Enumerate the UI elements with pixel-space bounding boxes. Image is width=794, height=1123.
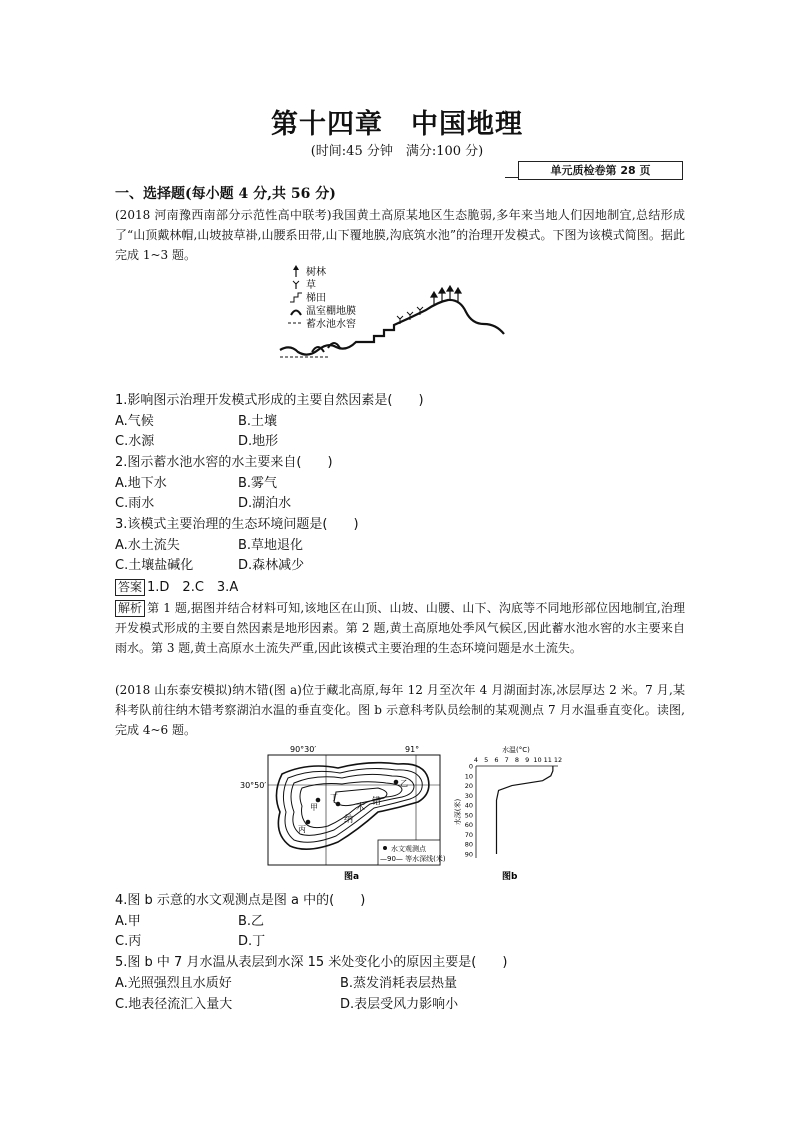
exam-time-info: (时间:45 分钟 满分:100 分) (310, 144, 484, 159)
namco-map-figure (238, 742, 450, 882)
lake-label-cuo: 错 (372, 797, 382, 807)
q4-option-a[interactable]: A.甲 (115, 914, 141, 929)
y-tick-label: 40 (464, 801, 473, 810)
legend-forest-icon (293, 265, 299, 277)
q3-option-a[interactable]: A.水土流失 (115, 538, 180, 553)
y-tick-label: 20 (464, 782, 473, 791)
legend-terrace-label: 梯田 (306, 293, 326, 304)
badge-rule (505, 177, 519, 178)
y-tick-label: 10 (464, 772, 473, 781)
q4-option-c[interactable]: C.丙 (115, 934, 142, 949)
station-ding-label: 丁 (330, 793, 338, 802)
chart-xlabel: 水温(°C) (502, 746, 530, 754)
x-tick-label: 5 (484, 756, 489, 764)
q1-option-b[interactable]: B.土壤 (238, 414, 278, 429)
y-tick-label: 60 (464, 821, 473, 830)
legend-terrace-icon (290, 293, 302, 302)
question-1-stem: 1.影响图示治理开发模式形成的主要自然因素是( ) (115, 393, 424, 408)
passage-1: (2018 河南豫西南部分示范性高中联考)我国黄土高原某地区生态脆弱,多年来当地人们因地制宜,总结形成了“山顶戴林帽,山坡披草褂,山腰系田带,山下覆地膜,沟底筑水池”的治理开发模式。下图为该模式简图。据此完成 1~3 题。 (115, 208, 685, 262)
x-tick-label: 10 (533, 756, 542, 764)
answer-text: 1.D 2.C 3.A (147, 580, 239, 595)
q4-option-d[interactable]: D.丁 (238, 934, 266, 949)
x-tick-label: 8 (514, 756, 520, 764)
question-4-stem: 4.图 b 示意的水文观测点是图 a 中的( ) (115, 893, 366, 908)
q5-option-d[interactable]: D.表层受风力影响小 (340, 997, 459, 1012)
y-tick-label: 70 (464, 830, 473, 839)
x-tick-label: 6 (494, 756, 499, 764)
q4-option-b[interactable]: B.乙 (238, 914, 265, 929)
answer-tag: 答案 (115, 579, 145, 596)
legend-greenhouse-label: 温室棚地膜 (306, 306, 356, 317)
page-badge: 单元质检卷第 28 页 (518, 161, 683, 180)
x-tick-label: 12 (553, 756, 563, 764)
station-yi-label: 乙 (400, 779, 408, 788)
chart-ylabel: 水深(米) (454, 798, 462, 826)
legend-reservoir-label: 蓄水池水窖 (306, 319, 356, 330)
station-bing-dot (306, 820, 311, 825)
legend-contour-label: —90— 等水深线(米) (380, 855, 446, 863)
q3-option-c[interactable]: C.土壤盐碱化 (115, 558, 194, 573)
x-tick-label: 11 (543, 756, 552, 764)
legend-station-label: 水文观测点 (391, 845, 426, 853)
question-3-stem: 3.该模式主要治理的生态环境问题是( ) (115, 517, 359, 532)
lake-label-mu: 木 (356, 803, 366, 813)
station-yi-dot (394, 780, 399, 785)
analysis-block (115, 598, 685, 658)
map-lon-label-1: 90°30′ (290, 745, 317, 754)
x-tick-label: 9 (525, 756, 530, 764)
map-lat-label: 30°50′ (240, 781, 267, 790)
map-lon-label-2: 91° (405, 745, 420, 754)
question-2-stem: 2.图示蓄水池水窖的水主要来自( ) (115, 455, 333, 470)
passage-2: (2018 山东泰安模拟)纳木错(图 a)位于藏北高原,每年 12 月至次年 4 月湖面封冻,冰层厚达 2 米。7 月,某科考队前往纳木错考察湖泊水温的垂直变化。图 b 示意科考队员绘制的某观测点 7 月水温垂直变化。读图,完成 4~6 题。 (115, 683, 685, 737)
q1-option-a[interactable]: A.气候 (115, 414, 154, 429)
figure-a-caption: 图a (344, 872, 360, 882)
y-tick-label: 50 (464, 811, 473, 820)
figure-b-caption: 图b (502, 872, 518, 882)
section-heading: 一、选择题(每小题 4 分,共 56 分) (115, 186, 336, 202)
station-bing-label: 丙 (298, 825, 306, 834)
temperature-series-line (497, 766, 553, 854)
page-title: 第十四章 中国地理 (271, 109, 523, 140)
question-5-stem: 5.图 b 中 7 月水温从表层到水深 15 米处变化小的原因主要是( ) (115, 955, 508, 970)
chart-xticks (474, 756, 562, 764)
legend-forest-label: 树林 (306, 267, 326, 278)
analysis-tag: 解析 (115, 600, 145, 617)
y-tick-label: 30 (464, 791, 473, 800)
legend-grass-icon (293, 281, 299, 289)
forest-marks (431, 286, 461, 306)
q3-option-d[interactable]: D.森林减少 (238, 558, 305, 573)
analysis-text: 第 1 题,据图并结合材料可知,该地区在山顶、山坡、山腰、山下、沟底等不同地形部位因地制宜,治理开发模式形成的主要自然因素是地形因素。第 2 题,黄土高原地处季风气候区,因此蓄水池水窖的水主要来自雨水。第 3 题,黄土高原水土流失严重,因此该模式主要治理的生态环境问题是水土流失。 (115, 601, 685, 655)
y-tick-label: 80 (464, 840, 473, 849)
station-jia-label: 甲 (310, 803, 318, 812)
q1-option-c[interactable]: C.水源 (115, 434, 155, 449)
answer-line (115, 576, 238, 596)
legend-grass-label: 草 (306, 280, 316, 291)
q2-option-b[interactable]: B.雾气 (238, 476, 278, 491)
q5-option-a[interactable]: A.光照强烈且水质好 (115, 976, 232, 991)
y-tick-label: 0 (468, 762, 473, 771)
q1-option-d[interactable]: D.地形 (238, 434, 279, 449)
water-temp-chart (452, 742, 572, 882)
q2-option-c[interactable]: C.雨水 (115, 496, 155, 511)
legend-greenhouse-icon (291, 311, 301, 316)
x-tick-label: 7 (504, 756, 509, 764)
terrain-profile-figure (270, 262, 520, 370)
q5-option-b[interactable]: B.蒸发消耗表层热量 (340, 976, 458, 991)
q3-option-b[interactable]: B.草地退化 (238, 538, 304, 553)
q2-option-d[interactable]: D.湖泊水 (238, 496, 292, 511)
x-tick-label: 4 (473, 756, 479, 764)
chart-yticks (465, 763, 473, 859)
y-tick-label: 90 (464, 850, 473, 859)
legend-station-icon (383, 846, 387, 850)
lake-label-na: 纳 (344, 815, 354, 825)
q2-option-a[interactable]: A.地下水 (115, 476, 167, 491)
chart-series-group (497, 766, 553, 854)
station-jia-dot (316, 798, 321, 803)
q5-option-c[interactable]: C.地表径流汇入量大 (115, 997, 233, 1012)
station-ding-dot (336, 802, 341, 807)
